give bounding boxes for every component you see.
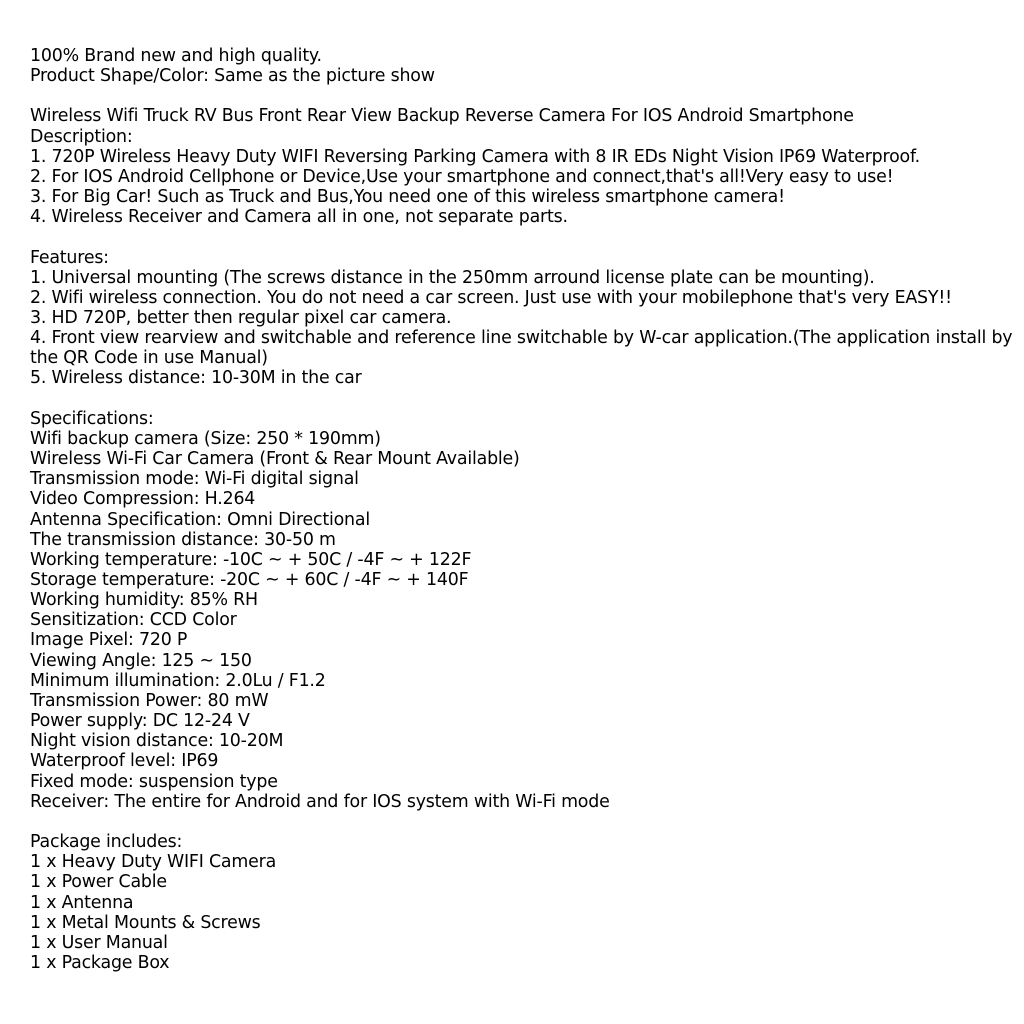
product-title: Wireless Wifi Truck RV Bus Front Rear View Backup Reverse Camera For IOS Android Smartphone (30, 106, 854, 127)
spec-item: Viewing Angle: 125 ~ 150 (30, 650, 252, 671)
description-heading: Description: (30, 126, 133, 147)
description-item: 3. For Big Car! Such as Truck and Bus,You need one of this wireless smartphone camera! (30, 187, 785, 208)
spec-item: Night vision distance: 10-20M (30, 731, 284, 752)
spec-item: The transmission distance: 30-50 m (30, 529, 336, 550)
package-item: 1 x Heavy Duty WIFI Camera (30, 852, 277, 873)
package-item: 1 x Power Cable (30, 872, 167, 893)
blank-line (30, 227, 1015, 247)
spec-item: Video Compression: H.264 (30, 489, 256, 510)
description-item: 1. 720P Wireless Heavy Duty WIFI Reversing Parking Camera with 8 IR EDs Night Vision IP69 Waterproof. (30, 146, 920, 167)
feature-item: 5. Wireless distance: 10-30M in the car (30, 368, 362, 389)
spec-item: Wifi backup camera (Size: 250 * 190mm) (30, 428, 381, 449)
spec-item: Transmission mode: Wi-Fi digital signal (30, 469, 359, 490)
product-description-text (30, 46, 1015, 973)
intro-line-quality: 100% Brand new and high quality. (30, 46, 322, 66)
spec-item: Receiver: The entire for Android and for IOS system with Wi-Fi mode (30, 791, 610, 812)
package-item: 1 x User Manual (30, 932, 168, 953)
spec-item: Image Pixel: 720 P (30, 630, 188, 651)
spec-item: Sensitization: CCD Color (30, 610, 237, 631)
spec-item: Working humidity: 85% RH (30, 590, 258, 611)
spec-item: Waterproof level: IP69 (30, 751, 219, 772)
spec-item: Antenna Specification: Omni Directional (30, 509, 370, 530)
description-item: 2. For IOS Android Cellphone or Device,Use your smartphone and connect,that's all!Very easy to use! (30, 166, 894, 187)
feature-item: 2. Wifi wireless connection. You do not need a car screen. Just use with your mobilephone that's very EASY!! (30, 287, 952, 308)
features-heading: Features: (30, 247, 109, 268)
spec-item: Wireless Wi-Fi Car Camera (Front & Rear Mount Available) (30, 449, 520, 470)
intro-line-shape-color: Product Shape/Color: Same as the picture show (30, 66, 435, 87)
blank-line (30, 389, 1015, 409)
package-item: 1 x Antenna (30, 892, 134, 913)
package-item: 1 x Package Box (30, 952, 170, 973)
spec-item: Transmission Power: 80 mW (30, 690, 269, 711)
blank-line (30, 86, 1015, 106)
package-heading: Package includes: (30, 832, 183, 853)
feature-item: 3. HD 720P, better then regular pixel car camera. (30, 308, 452, 328)
spec-item: Minimum illumination: 2.0Lu / F1.2 (30, 670, 326, 691)
spec-item: Storage temperature: -20C ~ + 60C / -4F ~ + 140F (30, 570, 469, 591)
description-item: 4. Wireless Receiver and Camera all in one, not separate parts. (30, 207, 568, 228)
blank-line (30, 812, 1015, 832)
package-item: 1 x Metal Mounts & Screws (30, 912, 261, 933)
spec-item: Working temperature: -10C ~ + 50C / -4F ~ + 122F (30, 549, 472, 570)
feature-item: 4. Front view rearview and switchable and reference line switchable by W-car application.(The application install by the QR Code in use Manual) (30, 328, 1013, 369)
spec-item: Power supply: DC 12-24 V (30, 711, 250, 732)
specifications-heading: Specifications: (30, 408, 154, 429)
spec-item: Fixed mode: suspension type (30, 771, 278, 792)
feature-item: 1. Universal mounting (The screws distance in the 250mm arround license plate can be mounting). (30, 267, 875, 288)
